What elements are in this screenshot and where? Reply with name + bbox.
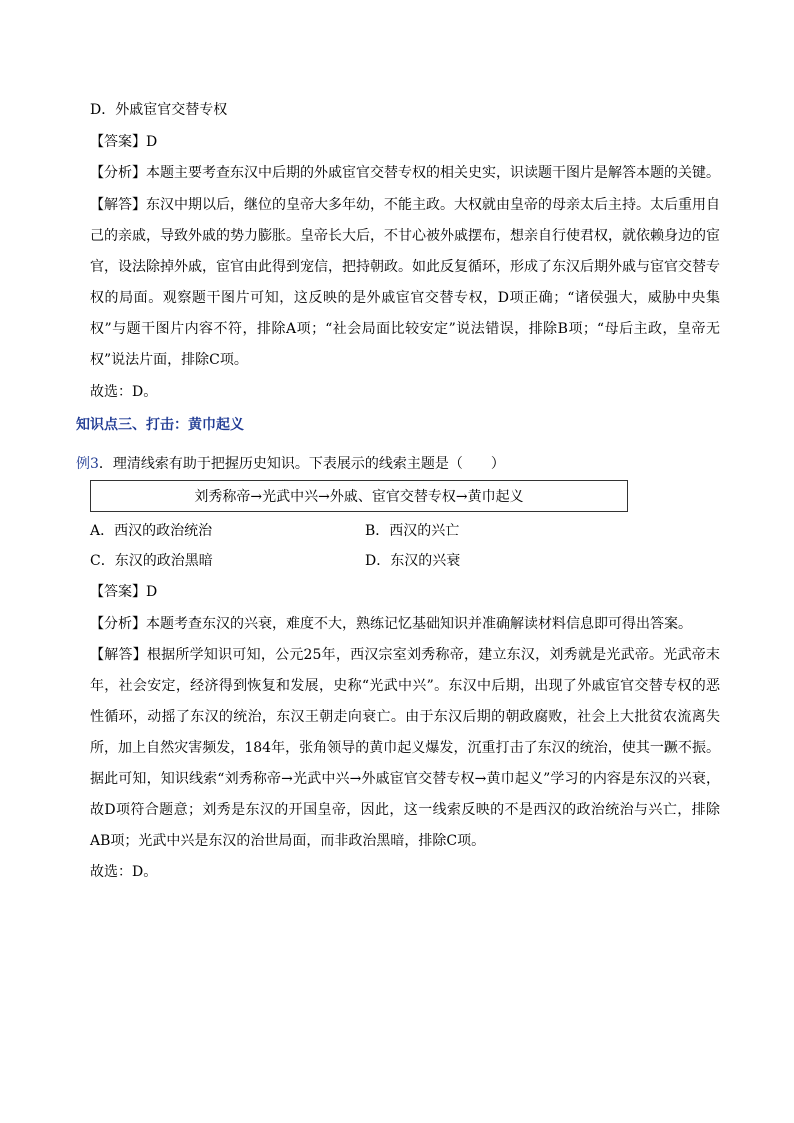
conclusion-line: 故选：D。: [90, 384, 158, 400]
knowledge-chain-box: [90, 480, 628, 512]
example-question-text: ．理清线索有助于把握历史知识。下表展示的线索主题是（ ）: [98, 456, 505, 472]
example-analysis-line: 【分析】本题考查东汉的兴衰，难度不大，熟练记忆基础知识并准确解读材料信息即可得出答案。: [90, 616, 692, 632]
analysis-line: 【分析】本题主要考查东汉中后期的外戚宦官交替专权的相关史实，识读题干图片是解答本题的关键。: [90, 165, 720, 181]
option-b: B．西汉的兴亡: [365, 523, 460, 539]
example-answer-line: 【答案】D: [90, 584, 158, 600]
example-conclusion-line: 故选：D。: [90, 864, 158, 880]
example-explanation-paragraph: 【解答】根据所学知识可知，公元25年，西汉宗室刘秀称帝，建立东汉，刘秀就是光武帝。光武帝末年，社会安定，经济得到恢复和发展，史称“光武中兴”。东汉中后期，出现了外戚宦官交替专权的恶性循环，动摇了东汉的统治，东汉王朝走向衰亡。由于东汉后期的朝政腐败，社会上大批贫农流离失所，加上自然灾害频发，184年，张角领导的黄巾起义爆发，沉重打击了东汉的统治，使其一蹶不振。据此可知，知识线索“刘秀称帝→光武中兴→外戚宦官交替专权→黄巾起义”学习的内容是东汉的兴衰，故D项符合题意；刘秀是东汉的开国皇帝，因此，这一线索反映的不是西汉的政治统治与兴亡，排除AB项；光武中兴是东汉的治世局面，而非政治黑暗，排除C项。: [90, 647, 720, 849]
section-heading: 知识点三、打击：黄巾起义: [76, 417, 244, 433]
option-c: C．东汉的政治黑暗: [90, 553, 213, 569]
option-d-text: D．外戚宦官交替专权: [90, 102, 228, 118]
example-question: [76, 452, 505, 476]
explanation-paragraph: 【解答】东汉中期以后，继位的皇帝大多年幼，不能主政。大权就由皇帝的母亲太后主持。太后重用自己的亲戚，导致外戚的势力膨胀。皇帝长大后，不甘心被外戚摆布，想亲自行使君权，就依赖身边的宦官，设法除掉外戚，宦官由此得到宠信，把持朝政。如此反复循环，形成了东汉后期外戚与宦官交替专权的局面。观察题干图片可知，这反映的是外戚宦官交替专权，D项正确；“诸侯强大，威胁中央集权”与题干图片内容不符，排除A项；“社会局面比较安定”说法错误，排除B项；“母后主政，皇帝无权”说法片面，排除C项。: [90, 197, 720, 368]
option-a: A．西汉的政治统治: [90, 523, 213, 539]
option-d: D．东汉的兴衰: [365, 553, 461, 569]
knowledge-chain-text: 刘秀称帝→光武中兴→外戚、宦官交替专权→黄巾起义: [194, 489, 524, 505]
answer-line: 【答案】D: [90, 134, 158, 150]
example-number: 例3: [76, 456, 99, 472]
